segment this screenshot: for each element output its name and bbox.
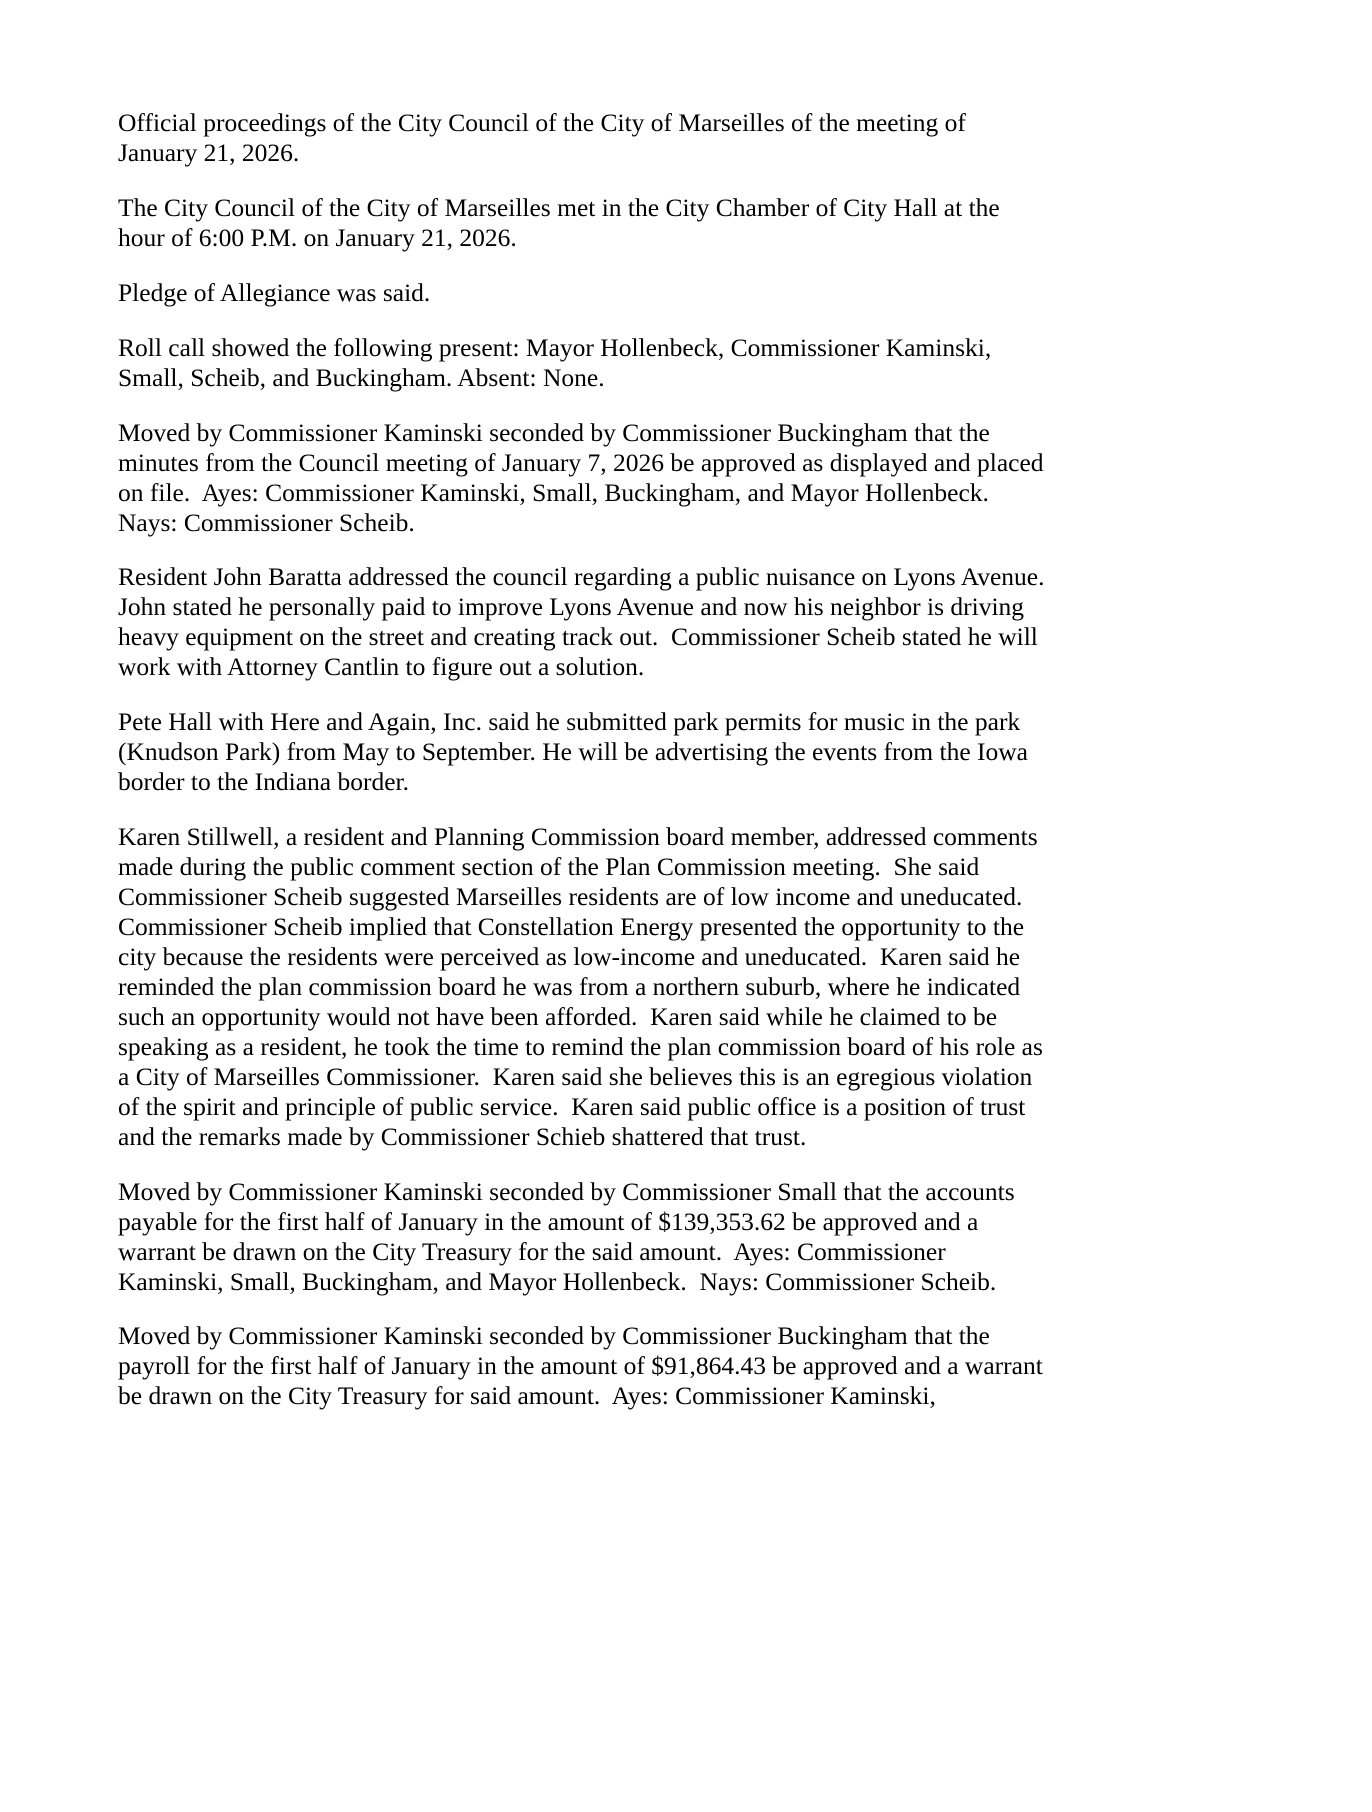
paragraph-meeting-heading: Official proceedings of the City Council of the City of Marseilles of the meeting of January 21, 2026. xyxy=(118,108,973,167)
document-body xyxy=(118,108,1058,1411)
paragraph-roll-call: Roll call showed the following present: Mayor Hollenbeck, Commissioner Kaminski, Small, Scheib, and Buckingham. Absent: None. xyxy=(118,332,998,392)
paragraph-pete-hall: Pete Hall with Here and Again, Inc. said he submitted park permits for music in the park (Knudson Park) from May to September. He will be advertising the events from the Iowa border to the Indiana border. xyxy=(118,707,1035,797)
paragraph-accounts-payable-motion: Moved by Commissioner Kaminski seconded by Commissioner Small that the accounts payable for the first half of January in the amount of $139,353.62 be approved and a warrant be drawn on the City Treasury for the said amount. Ayes: Commissioner Kaminski, Small, Buckingham, and Mayor Hollenbeck. Nays: Commissioner Scheib. xyxy=(118,1176,1022,1296)
paragraph-minutes-motion: Moved by Commissioner Kaminski seconded by Commissioner Buckingham that the minutes from the Council meeting of January 7, 2026 be approved as displayed and placed on file. Ayes: Commissioner Kaminski, Small, Buckingham, and Mayor Hollenbeck. Nays: Commissioner Scheib. xyxy=(118,417,1050,537)
paragraph-meeting-convened: The City Council of the City of Marseilles met in the City Chamber of City Hall at the hour of 6:00 P.M. on January 21, 2026. xyxy=(118,192,1007,252)
paragraph-resident-baratta: Resident John Baratta addressed the council regarding a public nuisance on Lyons Avenue. John stated he personally paid to improve Lyons Avenue and now his neighbor is driving heavy equipment on the street and creating track out. Commissioner Scheib stated he will work with Attorney Cantlin to figure out a solution. xyxy=(118,562,1058,682)
paragraph-pledge: Pledge of Allegiance was said. xyxy=(118,277,431,307)
paragraph-karen-stillwell: Karen Stillwell, a resident and Planning Commission board member, addressed comments made during the public comment section of the Plan Commission meeting. She said Commissioner Scheib suggested Marseilles residents are of low income and uneducated. Commissioner Scheib implied that Constellation Energy presented the opportunity to the city because the residents were perceived as low-income and uneducated. Karen said he reminded the plan commission board he was from a northern suburb, where he indicated such an opportunity would not have been afforded. Karen said while he claimed to be speaking as a resident, he took the time to remind the plan commission board of his role as a City of Marseilles Commissioner. Karen said she believes this is an egregious violation of the spirit and principle of public service. Karen said public office is a position of trust and the remarks made by Commissioner Schieb shattered that trust. xyxy=(118,822,1050,1151)
paragraph-payroll-motion: Moved by Commissioner Kaminski seconded by Commissioner Buckingham that the payroll for the first half of January in the amount of $91,864.43 be approved and a warrant be drawn on the City Treasury for said amount. Ayes: Commissioner Kaminski, xyxy=(118,1321,1050,1411)
